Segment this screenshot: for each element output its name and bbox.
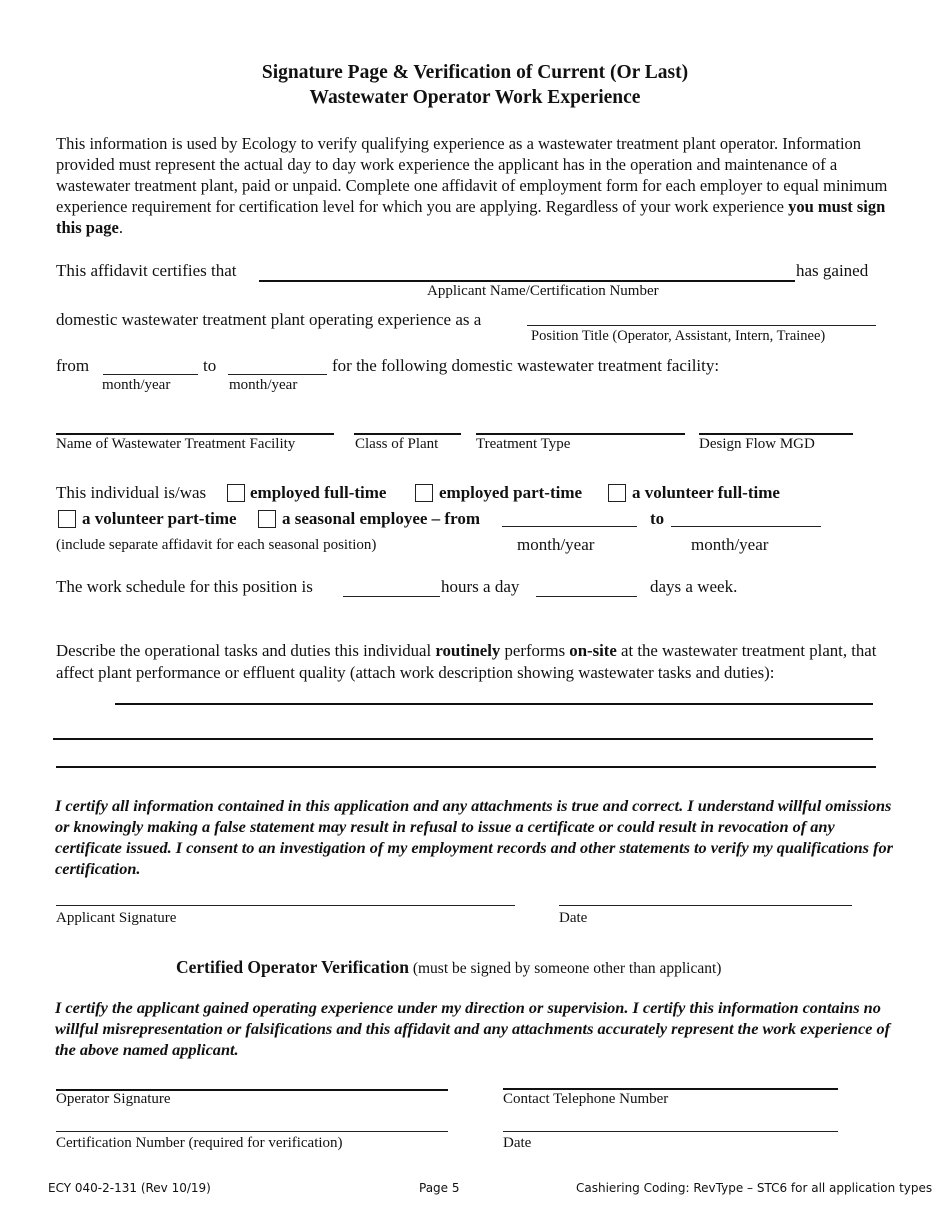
footer-page-number: Page 5 [419, 1181, 460, 1195]
plant-class-field[interactable] [354, 433, 461, 435]
seasonal-from-caption: month/year [517, 535, 595, 554]
applicant-signature-caption: Applicant Signature [56, 910, 177, 926]
footer-cashiering-coding: Cashiering Coding: RevType – STC6 for all application types [576, 1181, 933, 1195]
schedule-label: The work schedule for this position is [56, 577, 313, 596]
duties-line-1[interactable] [115, 703, 873, 705]
treatment-type-field[interactable] [476, 433, 685, 435]
position-title-caption: Position Title (Operator, Assistant, Intern, Trainee) [531, 328, 826, 344]
from-label: from [56, 356, 90, 375]
days-field[interactable] [536, 596, 637, 597]
volunteer-part-time-checkbox[interactable] [58, 510, 76, 528]
operator-date-field[interactable] [503, 1131, 838, 1132]
design-flow-field[interactable] [699, 433, 853, 435]
page-subtitle: Wastewater Operator Work Experience [309, 87, 641, 108]
volunteer-full-time-checkbox[interactable] [608, 484, 626, 502]
part-time-checkbox[interactable] [415, 484, 433, 502]
duties-onsite: on-site [569, 641, 617, 660]
contact-phone-field[interactable] [503, 1088, 838, 1090]
operator-signature-caption: Operator Signature [56, 1091, 171, 1107]
duties-line-2[interactable] [53, 738, 873, 740]
intro-paragraph [56, 133, 894, 238]
duties-line-3[interactable] [56, 766, 876, 768]
from-date-field[interactable] [103, 374, 198, 375]
seasonal-to-caption: month/year [691, 535, 769, 554]
treatment-type-caption: Treatment Type [476, 436, 571, 452]
position-title-field[interactable] [527, 325, 876, 326]
page-title: Signature Page & Verification of Current (Or Last) [261, 62, 689, 83]
verification-heading-row [176, 957, 721, 978]
full-time-label: employed full-time [250, 483, 387, 502]
seasonal-note: (include separate affidavit for each seasonal position) [56, 537, 377, 553]
volunteer-full-time-label: a volunteer full-time [632, 483, 780, 502]
applicant-name-caption: Applicant Name/Certification Number [427, 283, 659, 299]
duties-text-1: Describe the operational tasks and duties this individual [56, 641, 436, 660]
footer-form-id: ECY 040-2-131 (Rev 10/19) [48, 1181, 211, 1195]
days-label: days a week. [650, 577, 738, 596]
duties-routinely: routinely [435, 641, 501, 660]
facility-name-field[interactable] [56, 433, 334, 435]
contact-phone-caption: Contact Telephone Number [503, 1091, 669, 1107]
operator-date-caption: Date [503, 1135, 532, 1151]
applicant-certification: I certify all information contained in this application and any attachments is true and correct. I understand willful omissions or knowingly making a false statement may result in refusal to issue a certificate or could result in revocation of any certificate issued. I consent to an investigation of my employment records and other statements to verify my qualifications for certification. [55, 796, 893, 878]
applicant-date-caption: Date [559, 910, 588, 926]
applicant-date-field[interactable] [559, 905, 852, 906]
to-date-field[interactable] [228, 374, 327, 375]
has-gained-label: has gained [796, 261, 869, 280]
duties-paragraph [56, 640, 896, 684]
seasonal-from-field[interactable] [502, 526, 637, 527]
cert-number-caption: Certification Number (required for verification) [56, 1135, 343, 1151]
plant-class-caption: Class of Plant [355, 436, 439, 452]
to-label: to [203, 356, 217, 375]
verification-note: (must be signed by someone other than applicant) [408, 960, 722, 977]
hours-label: hours a day [441, 577, 520, 596]
facility-intro-label: for the following domestic wastewater treatment facility: [332, 356, 720, 375]
facility-name-caption: Name of Wastewater Treatment Facility [56, 436, 296, 452]
cert-number-field[interactable] [56, 1131, 448, 1132]
employment-intro-label: This individual is/was [56, 483, 207, 502]
seasonal-label: a seasonal employee – from [282, 509, 480, 528]
design-flow-caption: Design Flow MGD [699, 436, 815, 452]
part-time-label: employed part-time [439, 483, 583, 502]
operator-certification: I certify the applicant gained operating experience under my direction or supervision. I certify this information contains no willful misrepresentation or falsifications and this affidavit and any attachments accurately represent the work experience of the above named applicant. [55, 998, 891, 1059]
experience-as-label: domestic wastewater treatment plant operating experience as a [56, 310, 482, 329]
intro-bold: you must sign this page [56, 197, 886, 237]
to-month-year-caption: month/year [229, 377, 298, 393]
affidavit-certifies-label: This affidavit certifies that [56, 261, 237, 280]
seasonal-to-label: to [650, 509, 665, 528]
applicant-name-field[interactable] [259, 280, 795, 282]
full-time-checkbox[interactable] [227, 484, 245, 502]
volunteer-part-time-label: a volunteer part-time [82, 509, 237, 528]
verification-heading: Certified Operator Verification [176, 957, 409, 977]
duties-text-3: at the wastewater treatment plant, that affect plant performance or effluent quality (attach work description showing wastewater tasks and duties): [56, 641, 877, 682]
seasonal-to-field[interactable] [671, 526, 821, 527]
applicant-signature-field[interactable] [56, 905, 515, 906]
seasonal-checkbox[interactable] [258, 510, 276, 528]
hours-field[interactable] [343, 596, 440, 597]
from-month-year-caption: month/year [102, 377, 171, 393]
intro-end: . [118, 218, 123, 237]
intro-text: This information is used by Ecology to verify qualifying experience as a wastewater treatment plant operator. Information provided must represent the actual day to day work experience the applicant has in the operation and maintenance of a wastewater treatment plant, paid or unpaid. Complete one affidavit of employment form for each employer to equal minimum experience requirement for certification level for which you are applying. Regardless of your work experience [56, 134, 888, 216]
duties-text-2: performs [500, 641, 570, 660]
